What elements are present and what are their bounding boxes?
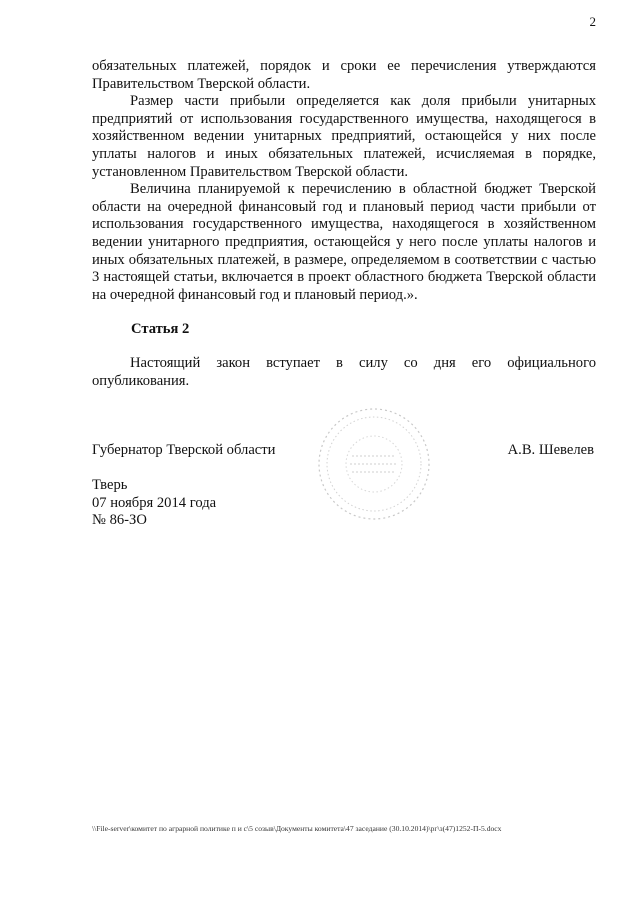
paragraph-continuation: обязательных платежей, порядок и сроки ее перечисления утверждаются Правительством Тверской области. xyxy=(92,58,596,92)
signer-name: А.В. Шевелев xyxy=(507,442,594,458)
place-date-number xyxy=(92,477,216,530)
article2-heading: Статья 2 xyxy=(131,321,190,337)
law-number: № 86-ЗО xyxy=(92,512,147,529)
paragraph-planned-amount: Величина планируемой к перечислению в областной бюджет Тверской области на очередной финансовый год и плановый период части прибыли от использования государственного имущества, находящегося в хозяйственном ведении унитарного предприятия, остающейся у него после уплаты налогов и иных обязательных платежей, в размере, определяемом в соответствии с частью 3 настоящей статьи, включается в проект областного бюджета Тверской области на очередной финансовый год и плановый период.». xyxy=(92,181,596,303)
footer-file-path: \\File-server\комитет по аграрной политике п и с\5 созыв\Документы комитета\47 заседание (30.10.2014)\рг\з(47)1252-П-5.docx xyxy=(92,824,502,833)
official-seal-stamp xyxy=(316,406,432,522)
signer-position: Губернатор Тверской области xyxy=(92,442,276,458)
page-number: 2 xyxy=(589,14,596,29)
signature-row xyxy=(92,442,596,459)
article1-continuation xyxy=(92,58,596,304)
law-date: 07 ноября 2014 года xyxy=(92,494,217,511)
paragraph-entry-into-force: Настоящий закон вступает в силу со дня его официального опубликования. xyxy=(92,355,596,389)
paragraph-profit-share: Размер части прибыли определяется как доля прибыли унитарных предприятий от использования государственного имущества, находящегося в хозяйственном ведении унитарных предприятий, остающейся у них после уплаты налогов и иных обязательных платежей, исчисляемая в порядке, установленном Правительством Тверской области. xyxy=(92,93,596,180)
city: Тверь xyxy=(92,477,128,493)
article2-body xyxy=(92,355,596,390)
